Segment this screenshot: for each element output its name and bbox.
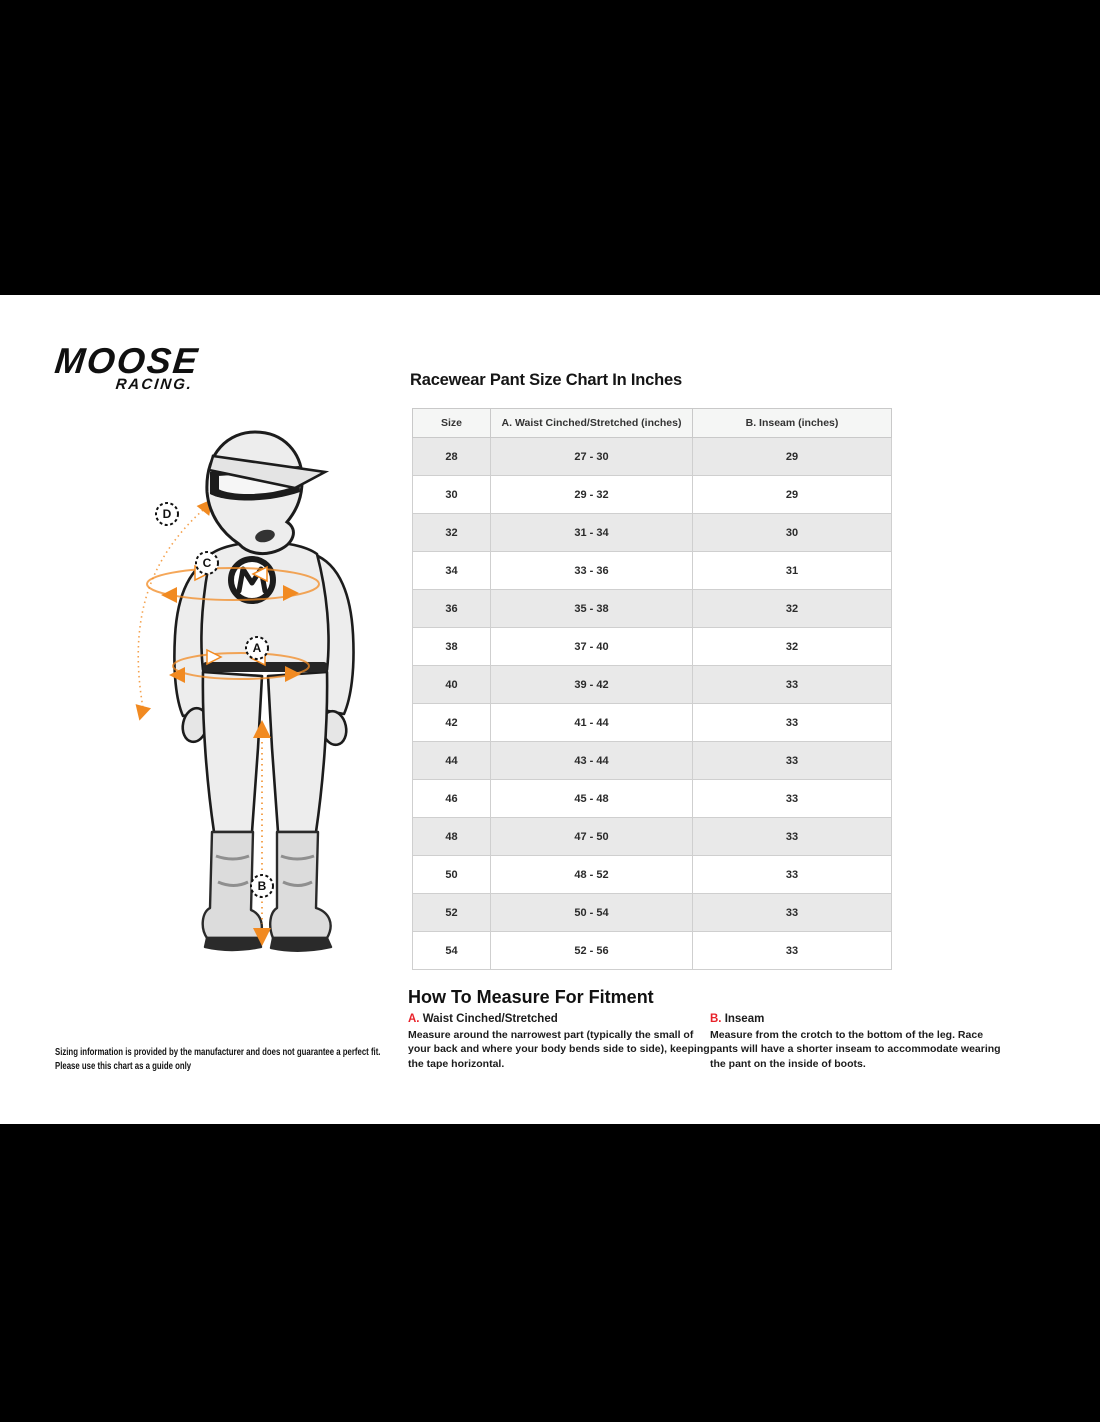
table-row	[413, 704, 892, 742]
cell-size: 32	[413, 514, 491, 552]
cell-inseam: 33	[693, 742, 892, 780]
cell-waist: 50 - 54	[491, 894, 693, 932]
cell-inseam: 30	[693, 514, 892, 552]
cell-size: 40	[413, 666, 491, 704]
col-header-waist: A. Waist Cinched/Stretched (inches)	[491, 409, 693, 438]
table-row	[413, 818, 892, 856]
helmet	[207, 432, 325, 554]
cell-waist: 47 - 50	[491, 818, 693, 856]
cell-inseam: 29	[693, 438, 892, 476]
col-header-inseam: B. Inseam (inches)	[693, 409, 892, 438]
cell-inseam: 33	[693, 666, 892, 704]
cell-inseam: 33	[693, 856, 892, 894]
size-chart-page	[0, 295, 1100, 1124]
table-row	[413, 780, 892, 818]
size-table-body	[413, 438, 892, 970]
howto-heading: How To Measure For Fitment	[408, 987, 654, 1007]
howto-inseam-title-text: Inseam	[721, 1013, 765, 1025]
cell-waist: 45 - 48	[491, 780, 693, 818]
howto-waist-letter: A.	[408, 1013, 420, 1025]
table-row	[413, 628, 892, 666]
howto-inseam-title	[710, 1012, 1010, 1027]
table-row	[413, 514, 892, 552]
cell-inseam: 33	[693, 780, 892, 818]
disclaimer-line-2: Please use this chart as a guide only	[55, 1061, 192, 1072]
cell-inseam: 33	[693, 932, 892, 970]
table-row	[413, 894, 892, 932]
cell-waist: 33 - 36	[491, 552, 693, 590]
moose-racing-logo	[52, 340, 202, 393]
howto-section-inseam	[710, 1012, 1010, 1071]
cell-inseam: 33	[693, 704, 892, 742]
cell-size: 36	[413, 590, 491, 628]
cell-waist: 48 - 52	[491, 856, 693, 894]
cell-inseam: 29	[693, 476, 892, 514]
howto-inseam-body: Measure from the crotch to the bottom of the leg. Race pants will have a shorter inseam to accommodate wearing the pant on the inside of boots.	[710, 1029, 1001, 1070]
cell-inseam: 31	[693, 552, 892, 590]
cell-waist: 43 - 44	[491, 742, 693, 780]
left-boot-sole	[205, 938, 261, 950]
table-row	[413, 590, 892, 628]
cell-waist: 31 - 34	[491, 514, 693, 552]
cell-size: 30	[413, 476, 491, 514]
marker-c-letter: C	[202, 556, 212, 570]
cell-inseam: 32	[693, 628, 892, 666]
marker-d-letter: D	[162, 507, 172, 521]
cell-inseam: 32	[693, 590, 892, 628]
table-row	[413, 552, 892, 590]
cell-waist: 37 - 40	[491, 628, 693, 666]
disclaimer-line-1: Sizing information is provided by the manufacturer and does not guarantee a perfect fit.	[55, 1047, 381, 1058]
table-row	[413, 932, 892, 970]
cell-size: 44	[413, 742, 491, 780]
logo-word-racing: RACING.	[114, 376, 194, 393]
howto-section-waist	[408, 1012, 716, 1071]
cell-waist: 29 - 32	[491, 476, 693, 514]
howto-inseam-letter: B.	[710, 1013, 722, 1025]
cell-waist: 39 - 42	[491, 666, 693, 704]
page-title: Racewear Pant Size Chart In Inches	[410, 371, 682, 389]
table-row	[413, 438, 892, 476]
cell-inseam: 33	[693, 818, 892, 856]
cell-size: 48	[413, 818, 491, 856]
letterbox-top	[0, 0, 1100, 295]
cell-waist: 27 - 30	[491, 438, 693, 476]
col-header-size: Size	[413, 409, 491, 438]
marker-a-letter: A	[252, 641, 262, 655]
table-row	[413, 476, 892, 514]
cell-size: 34	[413, 552, 491, 590]
logo-word-moose: MOOSE	[52, 340, 202, 381]
size-table-header	[413, 409, 892, 438]
cell-waist: 41 - 44	[491, 704, 693, 742]
cell-size: 28	[413, 438, 491, 476]
cell-size: 38	[413, 628, 491, 666]
rider-measurement-illustration	[115, 412, 405, 982]
howto-waist-body: Measure around the narrowest part (typically the small of your back and where your body bends side to side), keeping the tape horizontal.	[408, 1029, 710, 1070]
table-row	[413, 742, 892, 780]
cell-waist: 35 - 38	[491, 590, 693, 628]
size-table	[412, 408, 892, 970]
cell-size: 42	[413, 704, 491, 742]
howto-waist-title-text: Waist Cinched/Stretched	[419, 1013, 558, 1025]
howto-waist-title	[408, 1012, 716, 1027]
cell-size: 52	[413, 894, 491, 932]
cell-waist: 52 - 56	[491, 932, 693, 970]
letterbox-bottom	[0, 1124, 1100, 1422]
cell-size: 46	[413, 780, 491, 818]
table-row	[413, 856, 892, 894]
cell-size: 50	[413, 856, 491, 894]
marker-b-letter: B	[257, 879, 267, 893]
table-row	[413, 666, 892, 704]
right-pant-leg	[268, 672, 327, 832]
cell-size: 54	[413, 932, 491, 970]
cell-inseam: 33	[693, 894, 892, 932]
right-boot-sole	[271, 938, 331, 951]
left-pant-leg	[203, 672, 262, 832]
sizing-disclaimer	[55, 1046, 414, 1074]
